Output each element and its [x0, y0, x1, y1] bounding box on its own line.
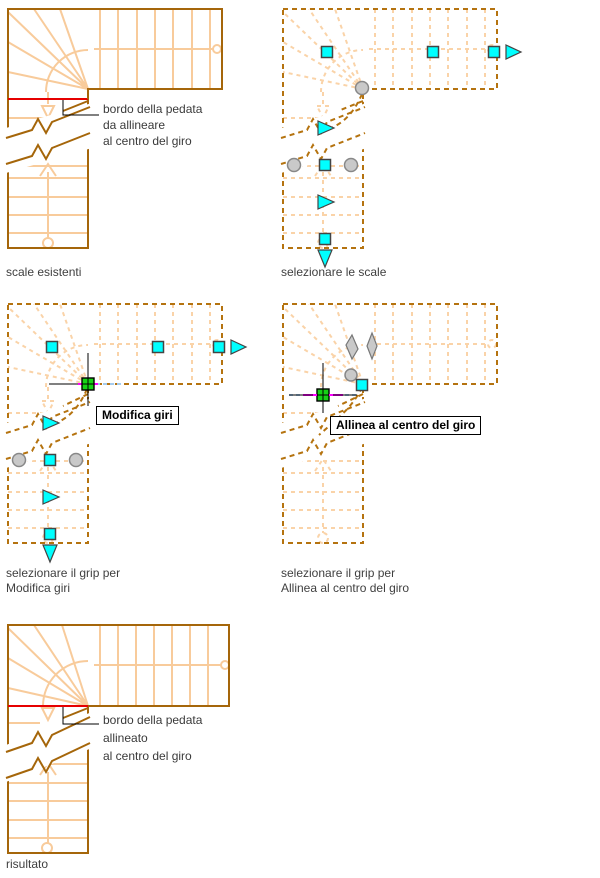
grip-square[interactable]: [428, 47, 439, 58]
grip-circle-turn[interactable]: [356, 82, 369, 95]
grip-square[interactable]: [320, 234, 331, 245]
callout-line: bordo della pedata: [103, 713, 203, 727]
grip-square[interactable]: [320, 160, 331, 171]
caption-panel5: risultato: [6, 857, 49, 871]
grip-arrow-down[interactable]: [43, 545, 57, 562]
grip-circle[interactable]: [345, 369, 357, 381]
callout-line: da allineare: [103, 118, 166, 132]
grip-square[interactable]: [489, 47, 500, 58]
caption-panel3: [6, 566, 120, 596]
tooltip-modifica-giri: Modifica giri: [96, 406, 179, 425]
callout-line: allineato: [103, 731, 148, 745]
caption-line: Allinea al centro del giro: [281, 581, 410, 595]
grip-square[interactable]: [47, 342, 58, 353]
caption-line: selezionare il grip per: [6, 566, 121, 580]
grip-square[interactable]: [357, 380, 368, 391]
grip-square[interactable]: [214, 342, 225, 353]
grip-circle[interactable]: [345, 159, 358, 172]
stair-grips: [345, 333, 377, 391]
tooltip-allinea-centro-giro: Allinea al centro del giro: [330, 416, 481, 435]
callout-line: al centro del giro: [103, 749, 192, 763]
callout-existing: [103, 102, 202, 150]
grip-square[interactable]: [45, 455, 56, 466]
caption-line: selezionare il grip per: [281, 566, 396, 580]
grip-hot-align-center[interactable]: [313, 389, 333, 401]
grip-square[interactable]: [45, 529, 56, 540]
grip-square[interactable]: [322, 47, 333, 58]
caption-panel1: scale esistenti: [6, 265, 82, 279]
grip-circle[interactable]: [288, 159, 301, 172]
grip-diamond[interactable]: [346, 335, 358, 359]
grip-circle[interactable]: [70, 454, 83, 467]
caption-line: Modifica giri: [6, 581, 71, 595]
stair-plan-selected: [275, 0, 600, 272]
grip-arrow-right[interactable]: [506, 45, 521, 59]
grip-square[interactable]: [153, 342, 164, 353]
callout-line: al centro del giro: [103, 134, 192, 148]
grip-circle[interactable]: [13, 454, 26, 467]
caption-panel4: [281, 566, 409, 596]
grip-arrow-right[interactable]: [231, 340, 246, 354]
stair-plan-grip-turn-edit: [0, 295, 250, 570]
caption-panel2: selezionare le scale: [281, 265, 387, 279]
callout-result: [103, 713, 202, 767]
callout-line: bordo della pedata: [103, 102, 203, 116]
